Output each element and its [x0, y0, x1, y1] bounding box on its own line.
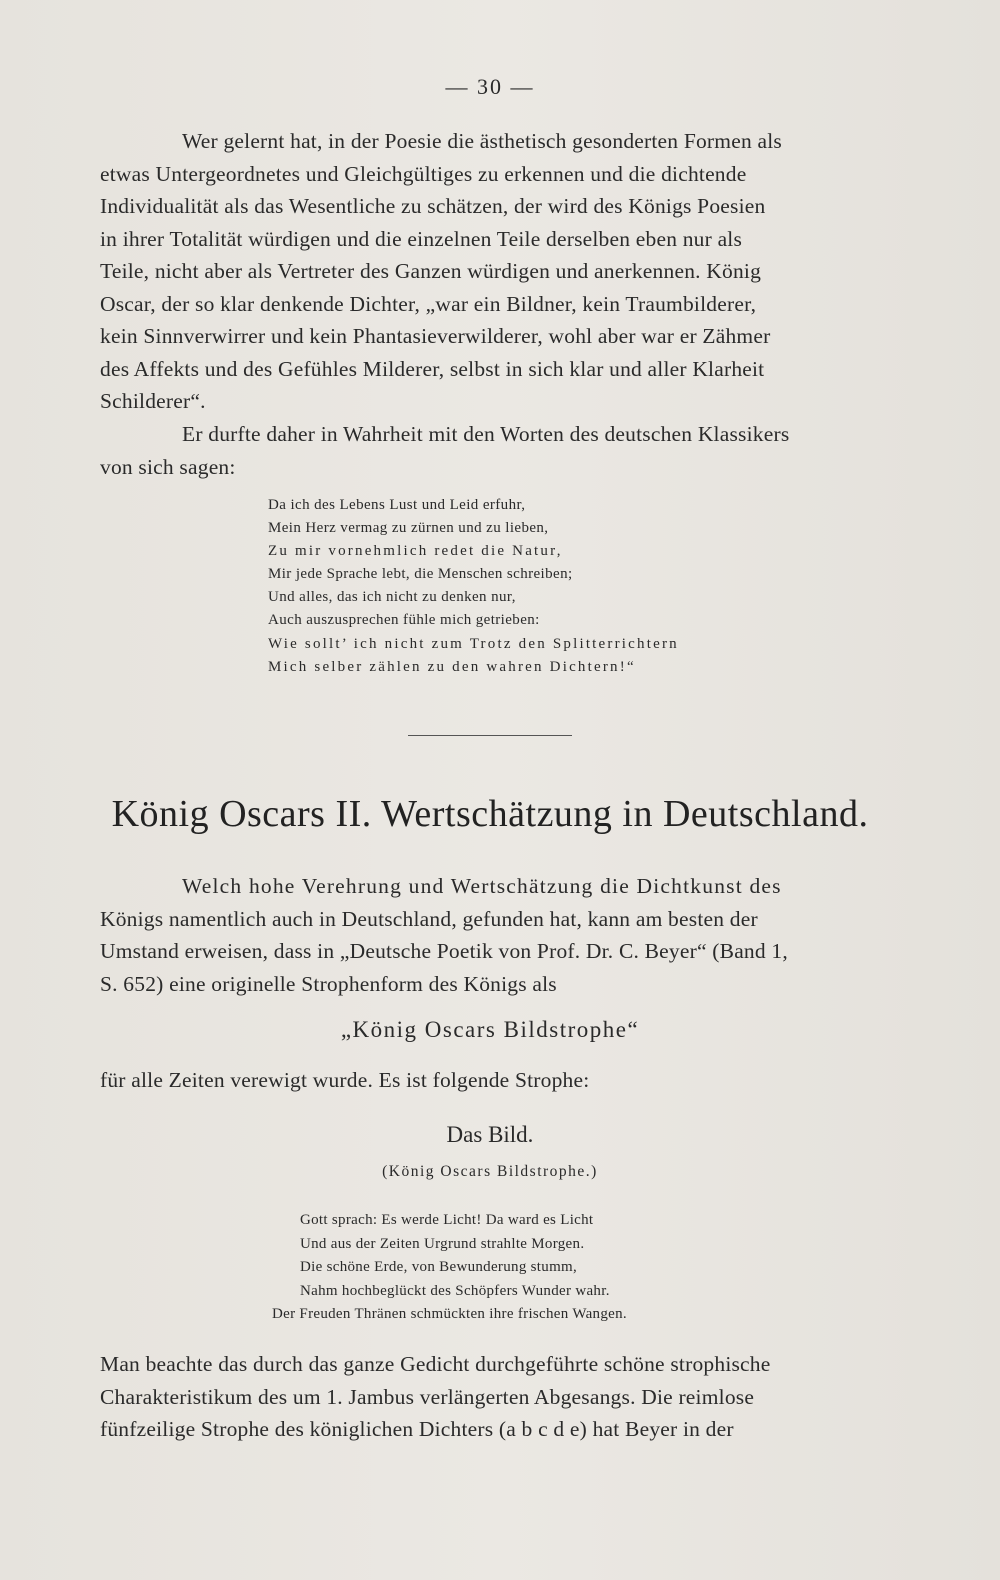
verse-line: Da ich des Lebens Lust und Leid erfuhr, [268, 497, 526, 513]
poem-line: Die schöne Erde, von Bewunderung stumm, [300, 1259, 578, 1275]
text-line: etwas Untergeordnetes und Gleichgültiges zu erkennen und die dichtende [100, 161, 747, 186]
poem-line: Und aus der Zeiten Urgrund strahlte Morgen. [300, 1235, 585, 1252]
verse-line: Mich selber zählen zu den wahren Dichtern!“ [268, 658, 636, 675]
verse-line: Zu mir vornehmlich redet die Natur, [268, 543, 563, 560]
text-line: Welch hohe Verehrung und Wertschätzung die Dichtkunst des [182, 874, 782, 898]
quoted-verse [268, 494, 679, 679]
paragraph-aesthetic-forms [100, 125, 882, 418]
text-line: Teile, nicht aber als Vertreter des Ganzen würdigen und anerkennen. König [100, 259, 762, 283]
text-line: S. 652) eine originelle Strophenform des Königs als [100, 971, 557, 996]
text-line: Er durfte daher in Wahrheit mit den Worten des deutschen Klassikers [182, 422, 790, 446]
verse-line: Mein Herz vermag zu zürnen und zu lieben, [268, 520, 549, 537]
text-line: des Affekts und des Gefühles Milderer, selbst in sich klar und aller Klarheit [100, 356, 765, 381]
text-line: Königs namentlich auch in Deutschland, gefunden hat, kann am besten der [100, 906, 758, 931]
text-line: von sich sagen: [100, 454, 236, 479]
paragraph-appreciation [100, 870, 882, 1000]
text-line: Man beachte das durch das ganze Gedicht durchgeführte schöne strophische [100, 1352, 771, 1376]
poem-line: Nahm hochbeglückt des Schöpfers Wunder wahr. [300, 1282, 610, 1299]
poem-line: Gott sprach: Es werde Licht! Da ward es Licht [300, 1212, 594, 1228]
poem-line: Der Freuden Thränen schmückten ihre frischen Wangen. [272, 1306, 627, 1322]
page-number: — 30 — [445, 74, 535, 99]
text-line: Schilderer“. [100, 389, 206, 413]
text-line: fünfzeilige Strophe des königlichen Dichters (a b c d e) hat Beyer in der [100, 1417, 734, 1441]
poem-das-bild [272, 1209, 627, 1327]
text-line: kein Sinnverwirrer und kein Phantasieverwilderer, wohl aber war er Zähmer [100, 324, 771, 348]
text-line: Charakteristikum des um 1. Jambus verlängerten Abgesangs. Die reimlose [100, 1384, 755, 1409]
text-line: Wer gelernt hat, in der Poesie die ästhetisch gesonderten Formen als [182, 129, 782, 153]
verse-line: Mir jede Sprache lebt, die Menschen schreiben; [268, 566, 573, 583]
verse-line: Wie sollt’ ich nicht zum Trotz den Splitterrichtern [268, 635, 679, 652]
strophe-name: „König Oscars Bildstrophe“ [340, 1017, 640, 1042]
section-heading: König Oscars II. Wertschätzung in Deutschland. [111, 793, 869, 835]
paragraph-classic-quote-intro [100, 418, 882, 483]
text-line: für alle Zeiten verewigt wurde. Es ist folgende Strophe: [100, 1068, 590, 1092]
text-line: Oscar, der so klar denkende Dichter, „war ein Bildner, kein Traumbilderer, [100, 291, 757, 316]
paragraph-immortalized [100, 1064, 800, 1097]
poem-subtitle: (König Oscars Bildstrophe.) [382, 1163, 598, 1180]
poem-title: Das Bild. [446, 1122, 534, 1147]
text-line: Individualität als das Wesentliche zu schätzen, der wird des Königs Poesien [100, 194, 766, 218]
text-line: in ihrer Totalität würdigen und die einzelnen Teile derselben eben nur als [100, 226, 743, 251]
verse-line: Und alles, das ich nicht zu denken nur, [268, 589, 516, 606]
section-divider [408, 735, 572, 736]
text-line: Umstand erweisen, dass in „Deutsche Poetik von Prof. Dr. C. Beyer“ (Band 1, [100, 939, 788, 963]
paragraph-strophic-characteristic [100, 1348, 882, 1446]
verse-line: Auch auszusprechen fühle mich getrieben: [268, 612, 540, 629]
